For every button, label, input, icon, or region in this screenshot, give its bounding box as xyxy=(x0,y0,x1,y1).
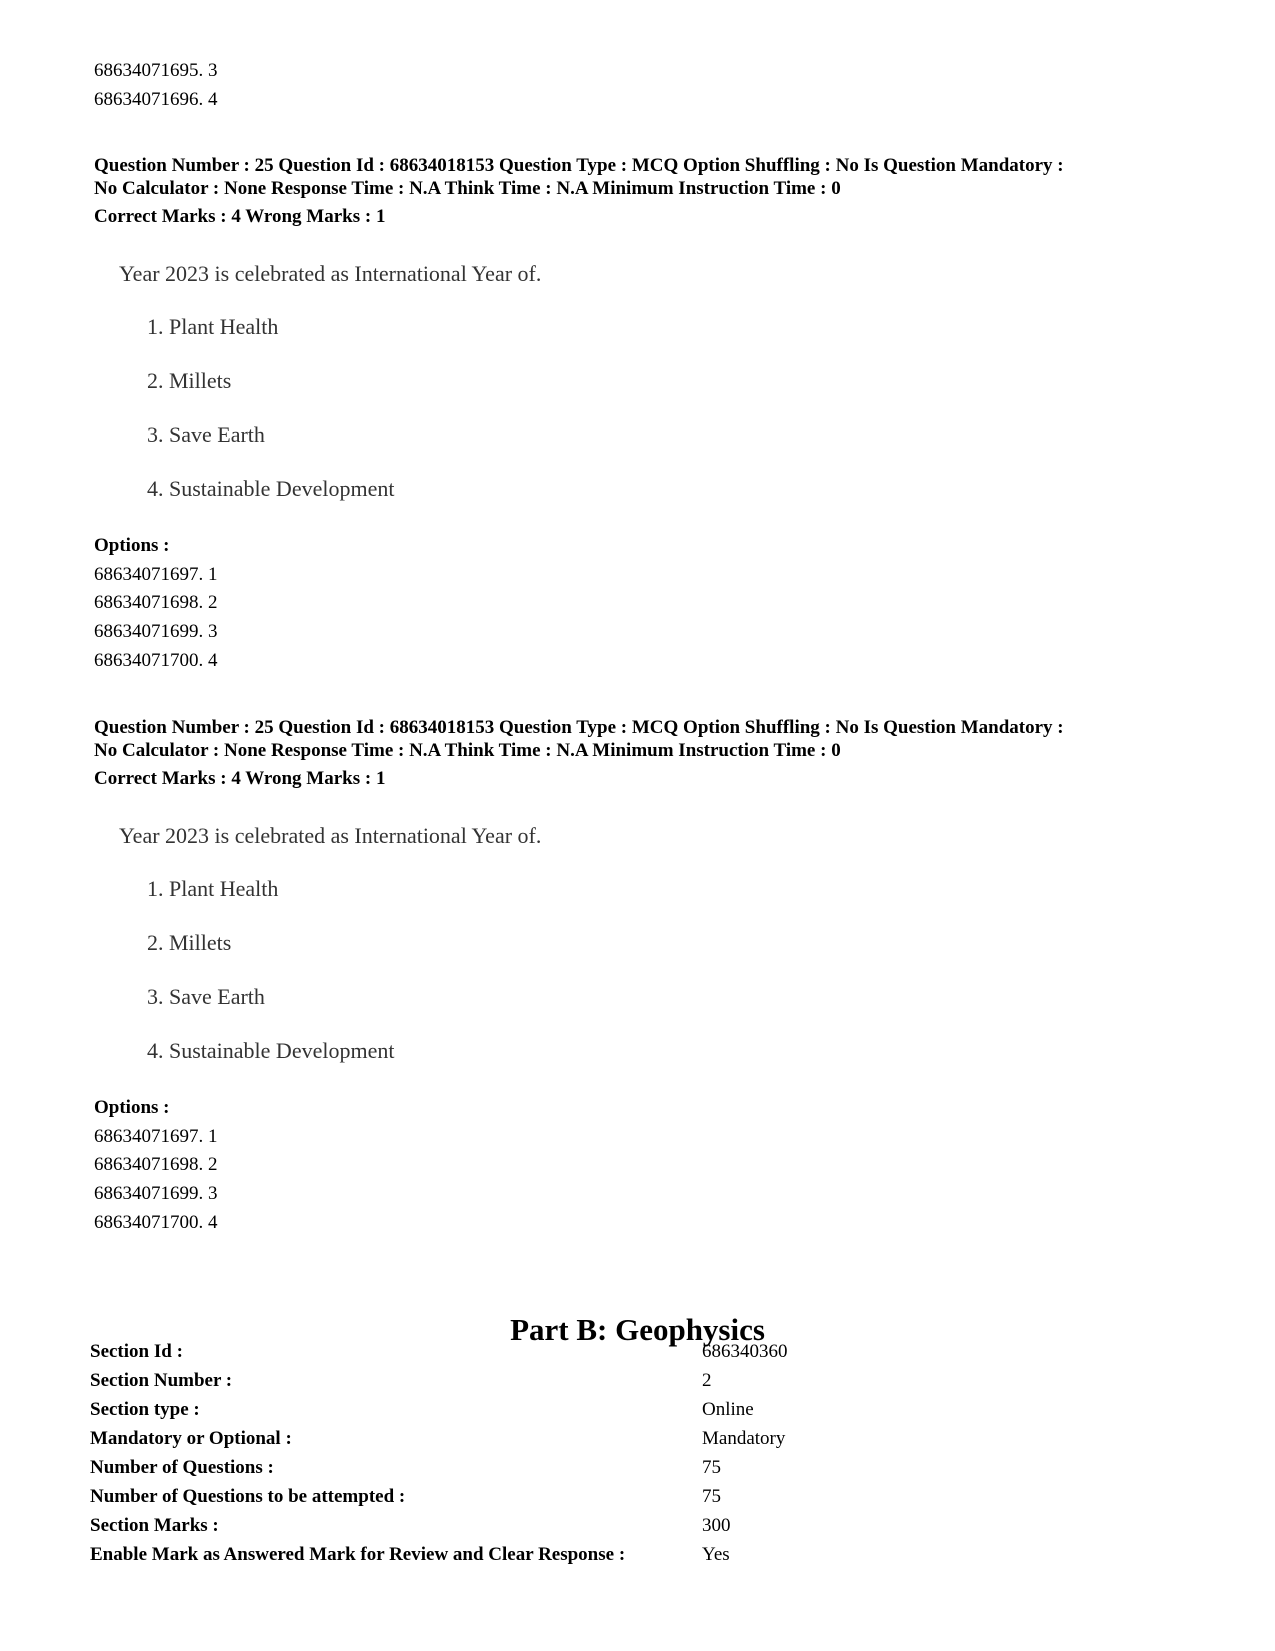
section-row-label: Number of Questions : xyxy=(90,1457,274,1478)
option-line: 68634071699. 3 xyxy=(94,1183,218,1204)
question-meta: No Calculator : None Response Time : N.A Think Time : N.A Minimum Instruction Time : 0 xyxy=(94,178,841,199)
choice-item: 4. Sustainable Development xyxy=(147,1038,395,1063)
section-row-label: Mandatory or Optional : xyxy=(90,1428,292,1449)
question-text: Year 2023 is celebrated as International Year of. xyxy=(119,261,542,286)
option-line: 68634071696. 4 xyxy=(94,89,218,110)
option-line: 68634071699. 3 xyxy=(94,621,218,642)
question-meta: Question Number : 25 Question Id : 68634018153 Question Type : MCQ Option Shuffling : No Is Question Mandatory : xyxy=(94,155,1064,176)
section-row-value: Online xyxy=(702,1399,754,1420)
options-label: Options : xyxy=(94,1097,170,1118)
section-row-label: Section Number : xyxy=(90,1370,233,1391)
options-label: Options : xyxy=(94,535,170,556)
choice-item: 2. Millets xyxy=(147,368,232,393)
choice-item: 3. Save Earth xyxy=(147,984,265,1009)
question-meta: No Calculator : None Response Time : N.A Think Time : N.A Minimum Instruction Time : 0 xyxy=(94,740,841,761)
option-line: 68634071697. 1 xyxy=(94,1126,218,1147)
option-line: 68634071700. 4 xyxy=(94,1212,218,1233)
question-marks: Correct Marks : 4 Wrong Marks : 1 xyxy=(94,206,386,227)
choice-item: 1. Plant Health xyxy=(147,314,279,339)
choice-item: 3. Save Earth xyxy=(147,422,265,447)
section-row-label: Number of Questions to be attempted : xyxy=(90,1486,406,1507)
section-row-value: 300 xyxy=(702,1515,731,1536)
section-row-value: 75 xyxy=(702,1457,721,1478)
section-row-value: 75 xyxy=(702,1486,721,1507)
option-line: 68634071695. 3 xyxy=(94,60,218,81)
choice-item: 2. Millets xyxy=(147,930,232,955)
choice-item: 4. Sustainable Development xyxy=(147,476,395,501)
question-text: Year 2023 is celebrated as International Year of. xyxy=(119,823,542,848)
option-line: 68634071697. 1 xyxy=(94,564,218,585)
option-line: 68634071700. 4 xyxy=(94,650,218,671)
option-line: 68634071698. 2 xyxy=(94,592,218,613)
section-row-label: Enable Mark as Answered Mark for Review and Clear Response : xyxy=(90,1544,626,1565)
section-row-label: Section Id : xyxy=(90,1341,183,1362)
question-meta: Question Number : 25 Question Id : 68634018153 Question Type : MCQ Option Shuffling : No Is Question Mandatory : xyxy=(94,717,1064,738)
question-marks: Correct Marks : 4 Wrong Marks : 1 xyxy=(94,768,386,789)
option-line: 68634071698. 2 xyxy=(94,1154,218,1175)
section-row-value: 686340360 xyxy=(702,1341,788,1362)
section-row-value: Yes xyxy=(702,1544,730,1565)
section-row-label: Section Marks : xyxy=(90,1515,219,1536)
section-title: Part B: Geophysics xyxy=(510,1312,765,1347)
section-row-value: 2 xyxy=(702,1370,712,1391)
section-row-label: Section type : xyxy=(90,1399,200,1420)
section-row-value: Mandatory xyxy=(702,1428,786,1449)
choice-item: 1. Plant Health xyxy=(147,876,279,901)
